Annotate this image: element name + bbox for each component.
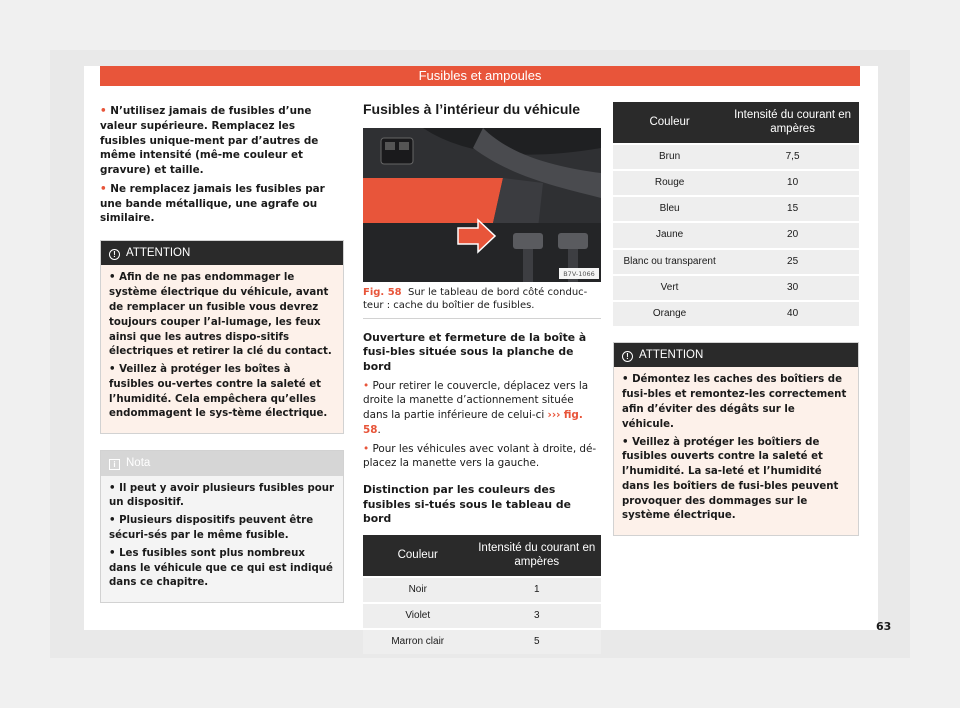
note-body [101, 476, 343, 602]
cell-color: Noir [363, 578, 472, 602]
fuse-color-table-1 [363, 533, 601, 656]
note-item: • Les fusibles sont plus nombreux dans le véhicule que ce qui est indiqué dans ce chapitre. [109, 547, 333, 589]
bullet-icon: • [100, 182, 111, 195]
table-row [363, 630, 601, 654]
subsection-title-2: Distinction par les couleurs des fusibles si-tués sous le tableau de bord [363, 483, 571, 526]
cell-amperage: 3 [472, 604, 601, 628]
left-column [100, 104, 344, 603]
note-item: • Plusieurs dispositifs peuvent être sécuri-sés par le même fusible. [109, 515, 314, 541]
section-title: Fusibles à l’intérieur du véhicule [363, 101, 581, 117]
subsection-title-1: Ouverture et fermeture de la boîte à fusi-bles située sous la planche de bord [363, 330, 587, 373]
column-header-color: Couleur [613, 102, 726, 143]
cell-amperage: 25 [726, 250, 859, 274]
cell-color: Jaune [613, 223, 726, 247]
table-row [613, 302, 859, 326]
fuse-color-table-2 [613, 100, 859, 328]
note-box [100, 450, 344, 603]
table-row [613, 223, 859, 247]
table-row [613, 171, 859, 195]
column-header-amperage: Intensité du courant en ampères [726, 102, 859, 143]
instruction-paragraph-2: • Pour les véhicules avec volant à droite, dé-placez la manette vers la gauche. [363, 442, 597, 470]
figure-caption: Fig. 58 Sur le tableau de bord côté conduc-teur : cache du boîtier de fusibles. [363, 286, 601, 319]
bullet-icon: • [363, 442, 373, 455]
cell-amperage: 5 [472, 630, 601, 654]
attention-body [614, 367, 858, 535]
cell-color: Blanc ou transparent [613, 250, 726, 274]
cell-color: Marron clair [363, 630, 472, 654]
table-row [613, 145, 859, 169]
arrow-icon: ››› [547, 409, 561, 422]
cell-color: Orange [613, 302, 726, 326]
table-header-row [363, 535, 601, 576]
cell-color: Vert [613, 276, 726, 300]
table-row [613, 250, 859, 274]
right-column [613, 100, 859, 536]
fuse-box-photo [363, 128, 601, 282]
warning-bullet-2: • Ne remplacez jamais les fusibles par une bande métallique, une agrafe ou similaire. [100, 182, 325, 225]
attention-box-right [613, 342, 859, 536]
cell-color: Rouge [613, 171, 726, 195]
instruction-paragraph-1: • Pour retirer le couvercle, déplacez vers la droite la manette d’actionnement située dans la partie inférieure de celui-ci ››› fig. 58. [363, 379, 589, 436]
figure-label: Fig. 58 [363, 286, 402, 298]
info-icon: i [109, 459, 120, 470]
table-header-row [613, 102, 859, 143]
table-row [613, 197, 859, 221]
attention-item: • Veillez à protéger les boîtes à fusibles ou-vertes contre la saleté et l’humidité. Cela empêchera qu’elles endommagent le sys-tème électrique. [109, 364, 328, 420]
cell-amperage: 30 [726, 276, 859, 300]
table-row [363, 604, 601, 628]
attention-header: ! ATTENTION [614, 343, 858, 367]
note-item: • Il peut y avoir plusieurs fusibles pour un dispositif. [109, 482, 335, 509]
middle-column [363, 100, 601, 656]
cell-amperage: 15 [726, 197, 859, 221]
cell-amperage: 7,5 [726, 145, 859, 169]
cell-amperage: 40 [726, 302, 859, 326]
bullet-icon: • [100, 105, 111, 117]
table-row [363, 578, 601, 602]
cell-amperage: 10 [726, 171, 859, 195]
chapter-header: Fusibles et ampoules [100, 66, 860, 86]
attention-body [101, 265, 343, 433]
table-row [613, 276, 859, 300]
page-number: 63 [876, 620, 892, 633]
note-header: i Nota [101, 451, 343, 475]
figure-code: B7V-1066 [563, 269, 595, 278]
attention-item: • Démontez les caches des boîtiers de fusi-bles et remontez-les correctement afin d’éviter des dégâts sur le véhicule. [622, 374, 847, 430]
figure-link[interactable]: fig. 58 [363, 409, 583, 436]
bullet-icon: • [363, 379, 373, 392]
cell-color: Violet [363, 604, 472, 628]
dashboard-illustration [363, 128, 601, 282]
warning-bullet-1: • N’utilisez jamais de fusibles d’une valeur supérieure. Remplacez les fusibles unique-ment par d’autres de même intensité (mê-me couleur et gravure) et taille. [100, 105, 319, 177]
column-header-amperage: Intensité du courant en ampères [472, 535, 601, 576]
column-header-color: Couleur [363, 535, 472, 576]
cell-amperage: 20 [726, 223, 859, 247]
warning-icon: ! [109, 249, 120, 260]
cell-amperage: 1 [472, 578, 601, 602]
attention-box-left [100, 240, 344, 434]
attention-header: ! ATTENTION [101, 241, 343, 265]
cell-color: Brun [613, 145, 726, 169]
warning-icon: ! [622, 351, 633, 362]
attention-item: • Veillez à protéger les boîtiers de fusibles ouverts contre la saleté et l’humidité. La sa-leté et l’humidité dans les boîtiers de fusi-bles peuvent provoquer des dommages sur le système électrique. [622, 436, 839, 522]
cell-color: Bleu [613, 197, 726, 221]
attention-item: • Afin de ne pas endommager le système électrique du véhicule, avant de remplacer un fusible vous devrez toujours couper l’al-lumage, les feux ainsi que les autres dispo-sitifs électriques et retirer la clé du contact. [109, 272, 332, 358]
